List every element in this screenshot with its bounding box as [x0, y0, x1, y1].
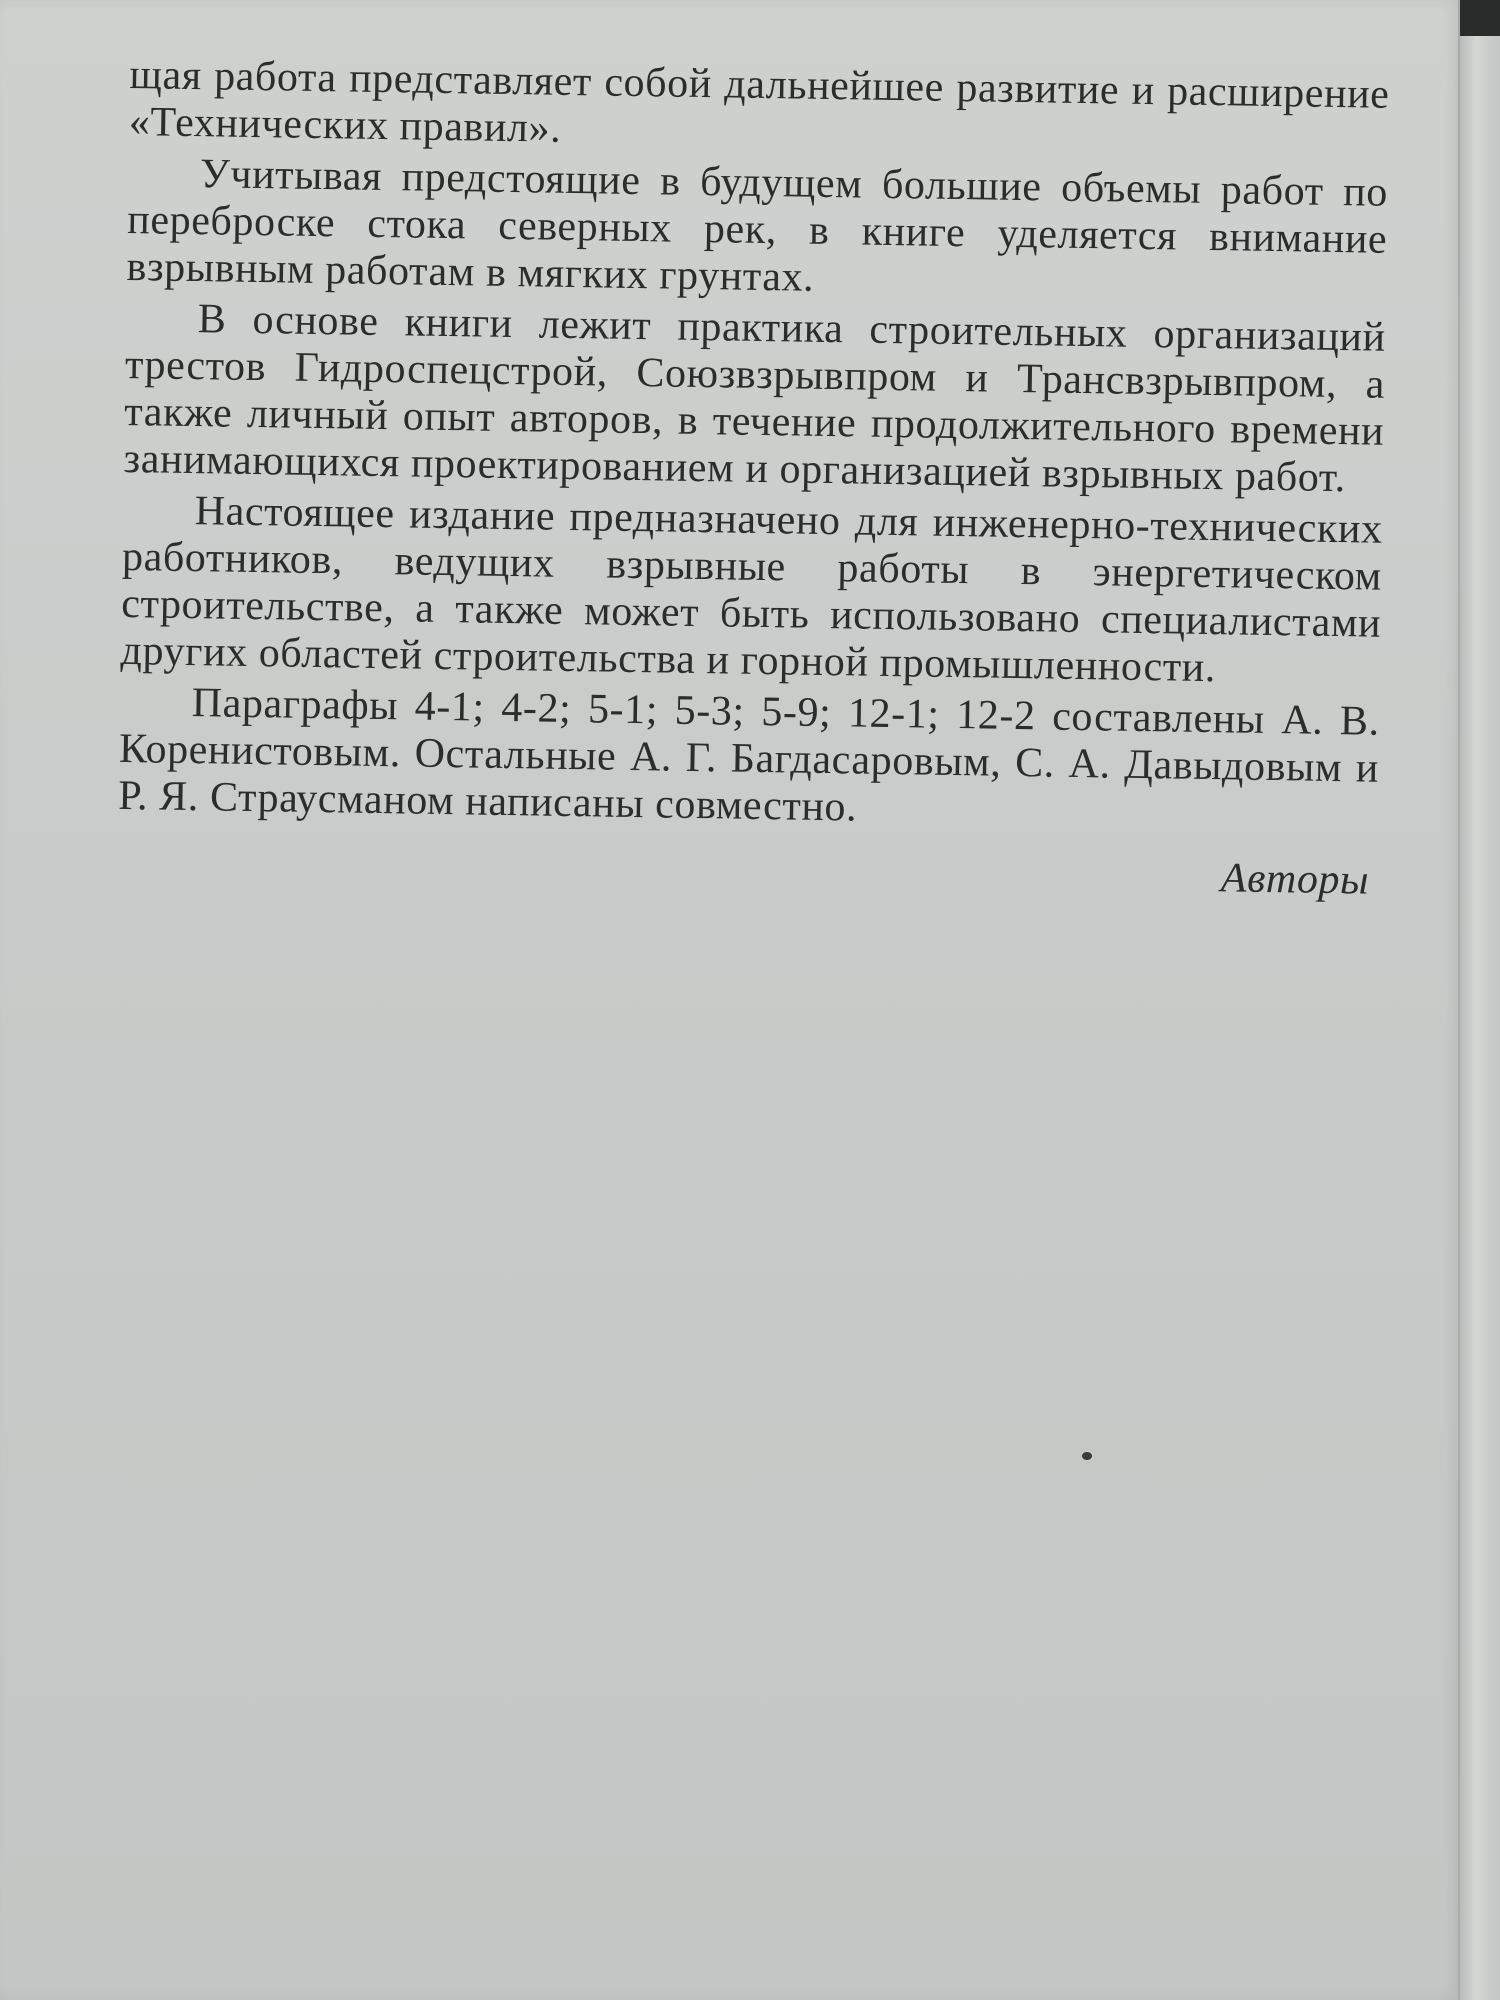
paragraph-authorship: Параграфы 4-1; 4-2; 5-1; 5-3; 5-9; 12-1; 12-2 составлены А. В. Коренистовым. Остальные А. Г. Багдасаровым, С. А. Давыдовым и Р. Я. Страусманом написаны совместно.	[117, 680, 1380, 831]
page-edge	[1458, 0, 1500, 2000]
paragraph-intended-audience: Настоящее издание предназначено для инженерно-технических работников, ведущих взрывные работы в энергетическом строительстве, а также может быть использовано специалистами других областей строительства и горной промышленности.	[120, 488, 1384, 692]
paragraph-basis-of-book: В основе книги лежит практика строительных организаций трестов Гидроспецстрой, Союзвзрывпром и Трансвзрывпром, а также личный опыт авторов, в течение продолжительного времени занимающихся проектированием и организацией взрывных работ.	[123, 296, 1387, 502]
authors-signature: Авторы	[1220, 855, 1370, 904]
paper-speck	[1082, 1452, 1092, 1460]
paragraph-continuation: щая работа представляет собой дальнейшее развитие и расширение «Технических правил».	[128, 52, 1390, 152]
paragraph-northern-rivers: Учитывая предстоящие в будущем большие объемы работ по переброске стока северных рек, в книге уделяется внимание взрывным работам в мягких грунтах.	[126, 151, 1389, 301]
page-text	[117, 52, 1390, 905]
dark-corner-background	[1460, 0, 1500, 36]
